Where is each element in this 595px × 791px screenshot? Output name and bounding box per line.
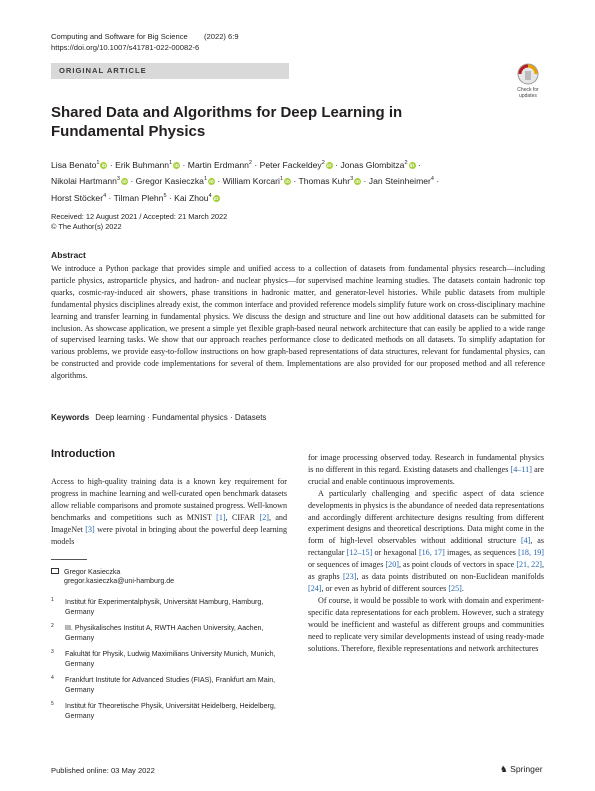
text-run: images, as sequences xyxy=(444,548,519,558)
affiliation-number: 4 xyxy=(51,675,54,681)
affiliation xyxy=(51,624,281,643)
correspondence xyxy=(51,568,174,586)
text-run: are crucial and enable continuous improvements. xyxy=(308,464,544,486)
author-affiliation-number: 1 xyxy=(96,160,100,166)
author-affiliation-number: 3 xyxy=(116,176,120,183)
author-separator: · xyxy=(332,159,341,170)
text-run: , or even as hybrid of different sources xyxy=(321,583,449,593)
affiliation xyxy=(51,650,281,669)
author-affiliation-number: 2 xyxy=(404,160,408,166)
affiliation-number: 1 xyxy=(51,597,54,603)
introduction-heading: Introduction xyxy=(51,448,116,460)
column-right xyxy=(308,452,544,654)
author[interactable]: Martin Erdmann xyxy=(187,159,249,170)
text-run: , CIFAR xyxy=(225,512,260,522)
author[interactable]: Jonas Glombitza xyxy=(340,159,405,170)
orcid-icon[interactable]: iD xyxy=(409,162,415,168)
copyright: © The Author(s) 2022 xyxy=(51,222,122,231)
author[interactable]: William Korcari xyxy=(222,176,280,187)
corresponding-email[interactable]: gregor.kasieczka@uni-hamburg.de xyxy=(64,577,175,585)
footnote-divider xyxy=(51,559,87,560)
intro-paragraph-3 xyxy=(308,488,544,595)
author-separator: · xyxy=(106,192,114,203)
citation-link[interactable]: [2] xyxy=(259,512,269,522)
text-run: or hexagonal xyxy=(372,548,419,558)
affiliation-text: Frankfurt Institute for Advanced Studies (FIAS), Frankfurt am Main, Germany xyxy=(65,676,276,694)
orcid-icon[interactable]: iD xyxy=(285,179,290,185)
check-updates-icon xyxy=(511,62,545,88)
author-separator: · xyxy=(166,192,175,203)
author-separator: · xyxy=(291,176,299,187)
author-separator: · xyxy=(251,159,260,170)
author[interactable]: Nikolai Hartmann xyxy=(51,176,117,187)
citation-link[interactable]: [18, 19] xyxy=(518,548,544,558)
citation-link[interactable]: [24] xyxy=(308,583,322,593)
abstract-heading: Abstract xyxy=(51,250,86,260)
published-date: Published online: 03 May 2022 xyxy=(51,766,155,775)
text-run: A particularly challenging and specific aspect of data science developments in physics is the abundance of needed data representations and accordingly different architecture designs resulting from different experiment designs and theoretical descriptions. Data might come in the form of high-level observables without additional structure xyxy=(308,488,544,546)
affiliation-number: 5 xyxy=(51,701,54,707)
orcid-icon[interactable]: iD xyxy=(355,179,360,185)
author-separator: · xyxy=(433,176,440,187)
author[interactable]: Thomas Kuhr xyxy=(298,176,351,187)
orcid-icon[interactable]: iD xyxy=(122,179,127,185)
text-run: or sequences of images xyxy=(308,560,386,570)
journal-year: (2022) 6:9 xyxy=(204,32,239,41)
dates xyxy=(51,212,227,232)
citation-link[interactable]: [23] xyxy=(342,572,357,582)
citation-link[interactable]: [4–11] xyxy=(510,464,532,474)
article-type-banner: ORIGINAL ARTICLE xyxy=(51,63,289,79)
author[interactable]: Peter Fackeldey xyxy=(259,159,322,170)
check-updates-label: Check for updates xyxy=(517,87,539,99)
affiliation xyxy=(51,676,281,695)
check-for-updates-badge[interactable] xyxy=(511,62,545,99)
author-affiliation-number: 1 xyxy=(279,176,283,183)
publisher-name: Springer xyxy=(510,764,543,774)
author[interactable]: Kai Zhou xyxy=(174,192,209,203)
orcid-icon[interactable]: iD xyxy=(209,179,214,185)
citation-link[interactable]: [20] xyxy=(385,560,399,570)
doi-link[interactable]: https://doi.org/10.1007/s41781-022-00082-6 xyxy=(51,43,200,52)
intro-paragraph-4 xyxy=(308,595,544,655)
affiliation-text: Institut für Theoretische Physik, Universität Heidelberg, Heidelberg, Germany xyxy=(65,702,276,720)
affiliation-number: 3 xyxy=(51,649,54,655)
author-affiliation-number: 2 xyxy=(321,160,325,166)
keywords-label: Keywords xyxy=(51,413,90,422)
keywords xyxy=(51,413,266,423)
author-affiliation-number: 5 xyxy=(163,192,167,199)
author[interactable]: Erik Buhmann xyxy=(115,159,170,170)
received-accepted: Received: 12 August 2021 / Accepted: 21 March 2022 xyxy=(51,212,228,221)
citation-link[interactable]: [1] xyxy=(216,512,226,522)
citation-link[interactable]: [21, 22] xyxy=(516,560,542,570)
orcid-icon[interactable]: iD xyxy=(101,162,107,168)
affiliation-text: III. Physikalisches Institut A, RWTH Aachen University, Aachen, Germany xyxy=(65,624,264,642)
author-separator: · xyxy=(107,159,116,170)
text-run: , as point clouds of vectors in space xyxy=(398,560,517,570)
keywords-text: Deep learning · Fundamental physics · Datasets xyxy=(95,413,267,422)
orcid-icon[interactable]: iD xyxy=(174,162,179,168)
intro-paragraph-2 xyxy=(308,452,544,488)
citation-link[interactable]: [4] xyxy=(520,536,531,546)
journal-header xyxy=(51,31,239,53)
orcid-icon[interactable]: iD xyxy=(213,195,219,201)
text-run: Access to high-quality training data is a known key requirement for progress in machine learning and well-curated open benchmark datasets allow reliable comparisons and promote sustained progress. Well-known benchmarks and competitions such as MNIST xyxy=(51,477,287,522)
journal-name: Computing and Software for Big Science xyxy=(51,32,188,41)
text-run: . xyxy=(461,583,464,593)
text-run: , and ImageNet xyxy=(51,512,288,534)
author-affiliation-number: 4 xyxy=(430,176,434,183)
author-affiliation-number: 1 xyxy=(203,176,207,183)
affiliation-number: 2 xyxy=(51,623,54,629)
abstract-text: We introduce a Python package that provides simple and unified access to a collection of datasets from fundamental physics research—including particle physics, astroparticle physics, and hadron- and nuclear physics—for supervised machine learning studies. The datasets contain hadronic top quarks, cosmic-ray-induced air showers, phase transitions in hadronic matter, and generator-level histories. While public datasets from multiple fundamental physics disciplines already exist, the common interface and provided reference models simplify future work on cross-disciplinary machine learning and transfer learning in fundamental physics. We discuss the design and structure and line out how additional datasets can be submitted for inclusion. As showcase application, we present a simple yet flexible graph-based neural network architecture that can easily be applied to a wide range of supervised learning tasks. We show that our approach reaches performance close to dedicated methods on all datasets. To simplify adaptation for various problems, we provide easy-to-follow instructions on how graph-based representations of data structures, relevant for fundamental physics, can be constructed and provide code implementations for several of them. Implementations are also provided for our proposed method and all reference algorithms. xyxy=(51,264,545,381)
author[interactable]: Tilman Plehn xyxy=(113,192,164,203)
text-run: Of course, it would be possible to work with domain and experiment-specific data representations for each problem. However, such a strategy would be inefficient and wasteful as different groups and communities need to replicate very similar developments instead of using ready-made solutions. Therefore, flexible representations and network architectures xyxy=(308,595,544,653)
affiliation-text: Fakultät für Physik, Ludwig Maximilians University Munich, Munich, Germany xyxy=(65,650,276,668)
text-run: , as rectangular xyxy=(308,536,544,558)
text-run: , as graphs xyxy=(308,560,545,582)
author-affiliation-number: 1 xyxy=(169,160,173,166)
author[interactable]: Lisa Benato xyxy=(51,159,97,170)
author[interactable]: Horst Stöcker xyxy=(51,192,104,203)
author-affiliation-number: 2 xyxy=(248,160,252,166)
affiliation-text: Institut für Experimentalphysik, Universität Hamburg, Hamburg, Germany xyxy=(65,598,264,616)
article-title: Shared Data and Algorithms for Deep Learning in Fundamental Physics xyxy=(51,104,403,140)
citation-link[interactable]: [3] xyxy=(85,524,95,534)
author-separator: · xyxy=(361,176,369,187)
author-separator: · xyxy=(127,176,136,187)
author-list xyxy=(51,156,521,205)
orcid-icon[interactable]: iD xyxy=(327,162,332,168)
intro-paragraph-1 xyxy=(51,476,287,547)
publisher-logo xyxy=(500,764,543,775)
affiliation xyxy=(51,598,281,617)
author[interactable]: Jan Steinheimer xyxy=(368,176,431,187)
citation-link[interactable]: [16, 17] xyxy=(418,548,445,558)
author-separator: · xyxy=(215,176,223,187)
citation-link[interactable]: [12–15] xyxy=(346,548,373,558)
corresponding-author: Gregor Kasieczka xyxy=(64,568,121,576)
author-affiliation-number: 4 xyxy=(208,192,212,199)
column-left xyxy=(51,476,287,547)
text-run: , as data points distributed on non-Euclidean manifolds xyxy=(356,572,544,582)
text-run: for image processing observed today. Research in fundamental physics is no different in this regard. Existing datasets and challenges xyxy=(308,453,544,474)
author-separator: · xyxy=(180,159,188,170)
author-affiliation-number: 4 xyxy=(103,192,107,199)
envelope-icon xyxy=(51,568,59,574)
springer-horse-icon: ♞ xyxy=(500,764,508,774)
author-affiliation-number: 3 xyxy=(350,176,354,183)
citation-link[interactable]: [25] xyxy=(448,583,462,593)
affiliation xyxy=(51,702,281,721)
author-separator: · xyxy=(415,159,421,170)
author[interactable]: Gregor Kasieczka xyxy=(135,176,204,187)
text-run: were pivotal in bringing about the powerful deep learning models xyxy=(51,524,287,546)
